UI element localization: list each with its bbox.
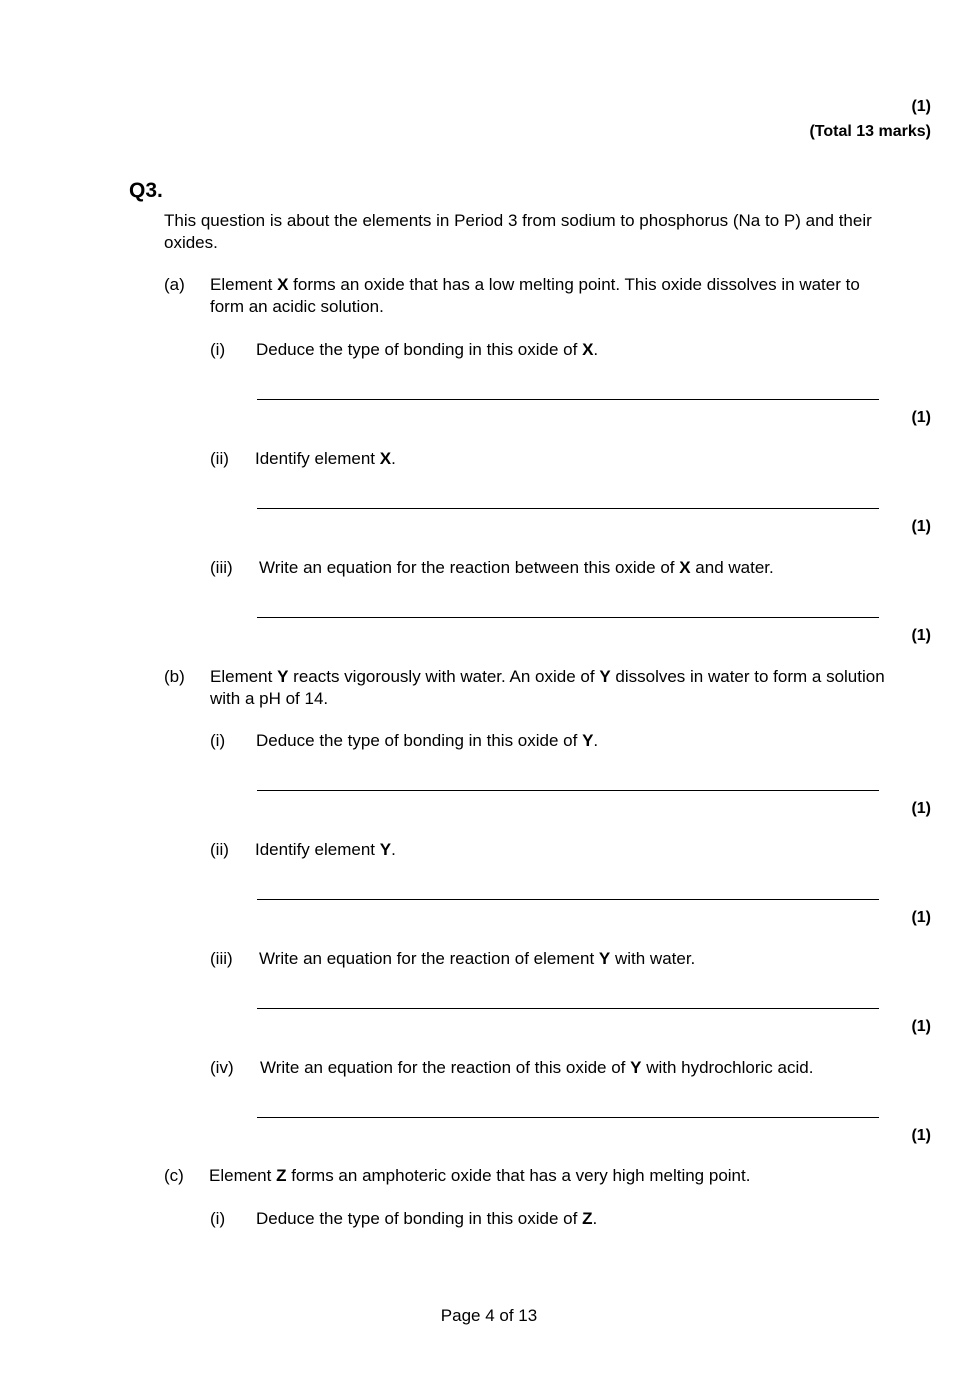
part-b-i-label: (i) bbox=[210, 731, 226, 750]
part-b-iii-label: (iii) bbox=[210, 949, 233, 968]
question-intro: This question is about the elements in Period 3 from sodium to phosphorus (Na to P) and their oxides. bbox=[164, 211, 872, 252]
part-a-iii-text: Write an equation for the reaction between this oxide of X and water. bbox=[259, 558, 774, 577]
mark-b-iv: (1) bbox=[911, 1127, 931, 1144]
part-a-i-label: (i) bbox=[210, 340, 226, 359]
answer-line-b-ii[interactable] bbox=[257, 899, 879, 900]
part-a-ii-label: (ii) bbox=[210, 449, 229, 468]
part-a-ii-text: Identify element X. bbox=[255, 449, 396, 468]
part-c-i-text: Deduce the type of bonding in this oxide of Z. bbox=[256, 1209, 598, 1228]
part-b-iii-text: Write an equation for the reaction of element Y with water. bbox=[259, 949, 696, 968]
answer-line-a-i[interactable] bbox=[257, 399, 879, 400]
mark-b-iii: (1) bbox=[911, 1018, 931, 1035]
mark-a-i: (1) bbox=[911, 409, 931, 426]
answer-line-a-iii[interactable] bbox=[257, 617, 879, 618]
question-number: Q3. bbox=[129, 179, 163, 202]
part-a-stem: Element X forms an oxide that has a low melting point. This oxide dissolves in water to form an acidic solution. bbox=[210, 275, 860, 316]
part-a-i-text: Deduce the type of bonding in this oxide of X. bbox=[256, 340, 599, 359]
mark-a-iii: (1) bbox=[911, 627, 931, 644]
part-a-iii-label: (iii) bbox=[210, 558, 233, 577]
mark-b-i: (1) bbox=[911, 800, 931, 817]
part-b-ii-text: Identify element Y. bbox=[255, 840, 396, 859]
answer-line-b-iii[interactable] bbox=[257, 1008, 879, 1009]
part-a-label: (a) bbox=[164, 275, 185, 294]
answer-line-a-ii[interactable] bbox=[257, 508, 879, 509]
part-b-iv-label: (iv) bbox=[210, 1058, 234, 1077]
answer-line-b-i[interactable] bbox=[257, 790, 879, 791]
total-marks: (Total 13 marks) bbox=[809, 123, 931, 140]
page-number: Page 4 of 13 bbox=[440, 1306, 538, 1325]
mark-a-ii: (1) bbox=[911, 518, 931, 535]
part-b-stem: Element Y reacts vigorously with water. An oxide of Y dissolves in water to form a solution with a pH of 14. bbox=[210, 667, 885, 708]
part-c-i-label: (i) bbox=[210, 1209, 226, 1228]
part-c-label: (c) bbox=[164, 1166, 184, 1185]
part-b-ii-label: (ii) bbox=[210, 840, 229, 859]
part-c-stem: Element Z forms an amphoteric oxide that has a very high melting point. bbox=[209, 1166, 751, 1185]
mark-b-ii: (1) bbox=[911, 909, 931, 926]
part-b-label: (b) bbox=[164, 667, 185, 686]
mark-previous-question: (1) bbox=[911, 98, 931, 115]
answer-line-b-iv[interactable] bbox=[257, 1117, 879, 1118]
part-b-iv-text: Write an equation for the reaction of this oxide of Y with hydrochloric acid. bbox=[260, 1058, 814, 1077]
part-b-i-text: Deduce the type of bonding in this oxide of Y. bbox=[256, 731, 599, 750]
